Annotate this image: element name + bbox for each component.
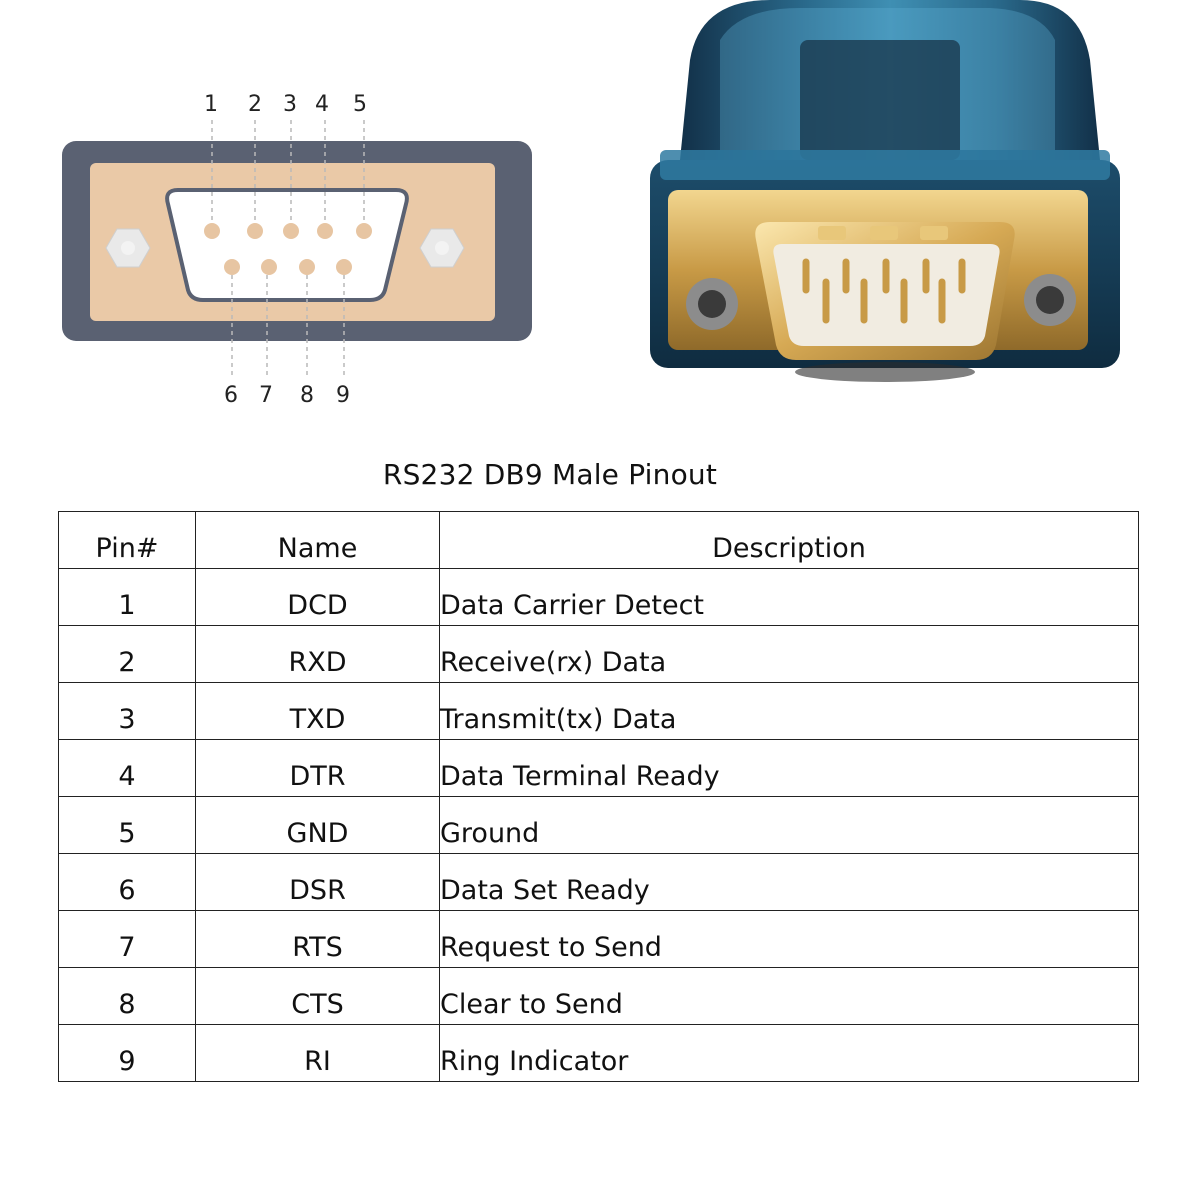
pin-number-label: 2: [248, 92, 262, 117]
pin-dot-9: [336, 259, 352, 275]
table-row: [59, 626, 1139, 683]
pinout-table: [58, 511, 1139, 1082]
pin-dot-5: [356, 223, 372, 239]
db9-pinout-diagram: [0, 0, 600, 420]
table-row: [59, 1025, 1139, 1082]
name-cell: DCD: [196, 569, 440, 626]
name-cell: TXD: [196, 683, 440, 740]
pin-cell: 5: [59, 797, 196, 854]
pin-dot-6: [224, 259, 240, 275]
pin-number-label: 8: [300, 383, 314, 408]
name-cell: GND: [196, 797, 440, 854]
shroud-tabs: [818, 226, 948, 240]
description-cell: Clear to Send: [440, 968, 1139, 1025]
pin-dot-4: [317, 223, 333, 239]
pin-number-label: 7: [259, 383, 273, 408]
mounting-hole-left: [121, 241, 135, 255]
table-row: [59, 797, 1139, 854]
connector-hood-ridge: [800, 40, 960, 160]
pin-cell: 8: [59, 968, 196, 1025]
pin-dot-1: [204, 223, 220, 239]
d-sub-face: [167, 190, 407, 300]
description-cell: Request to Send: [440, 911, 1139, 968]
pin-cell: 7: [59, 911, 196, 968]
pin-number-label: 4: [315, 92, 329, 117]
table-row: [59, 683, 1139, 740]
description-cell: Data Carrier Detect: [440, 569, 1139, 626]
table-row: [59, 968, 1139, 1025]
pin-cell: 3: [59, 683, 196, 740]
pin-number-label: 9: [336, 383, 350, 408]
pin-number-label: 5: [353, 92, 367, 117]
mounting-hole-right: [435, 241, 449, 255]
description-cell: Data Set Ready: [440, 854, 1139, 911]
table-header-row: [59, 512, 1139, 569]
pin-cell: 9: [59, 1025, 196, 1082]
pin-cell: 1: [59, 569, 196, 626]
name-cell: DTR: [196, 740, 440, 797]
table-row: [59, 569, 1139, 626]
connector-front-rim: [660, 150, 1110, 180]
pin-dot-7: [261, 259, 277, 275]
name-cell: RTS: [196, 911, 440, 968]
column-header-description: Description: [440, 512, 1139, 569]
column-header-pin: Pin#: [59, 512, 196, 569]
pin-number-label: 6: [224, 383, 238, 408]
pin-number-label: 1: [204, 92, 218, 117]
description-cell: Transmit(tx) Data: [440, 683, 1139, 740]
connector-bottom-shadow: [795, 362, 975, 382]
description-cell: Data Terminal Ready: [440, 740, 1139, 797]
pin-dot-3: [283, 223, 299, 239]
description-cell: Ground: [440, 797, 1139, 854]
pin-cell: 6: [59, 854, 196, 911]
pin-number-label: 3: [283, 92, 297, 117]
description-cell: Ring Indicator: [440, 1025, 1139, 1082]
page-title: RS232 DB9 Male Pinout: [382, 458, 718, 491]
name-cell: RXD: [196, 626, 440, 683]
name-cell: RI: [196, 1025, 440, 1082]
table-row: [59, 740, 1139, 797]
table-row: [59, 911, 1139, 968]
name-cell: DSR: [196, 854, 440, 911]
pin-cell: 2: [59, 626, 196, 683]
screw-hole-left: [698, 290, 726, 318]
pin-dot-2: [247, 223, 263, 239]
pin-cell: 4: [59, 740, 196, 797]
name-cell: CTS: [196, 968, 440, 1025]
db9-connector-photo: [630, 0, 1150, 420]
screw-hole-right: [1036, 286, 1064, 314]
pin-dot-8: [299, 259, 315, 275]
column-header-name: Name: [196, 512, 440, 569]
table-row: [59, 854, 1139, 911]
description-cell: Receive(rx) Data: [440, 626, 1139, 683]
